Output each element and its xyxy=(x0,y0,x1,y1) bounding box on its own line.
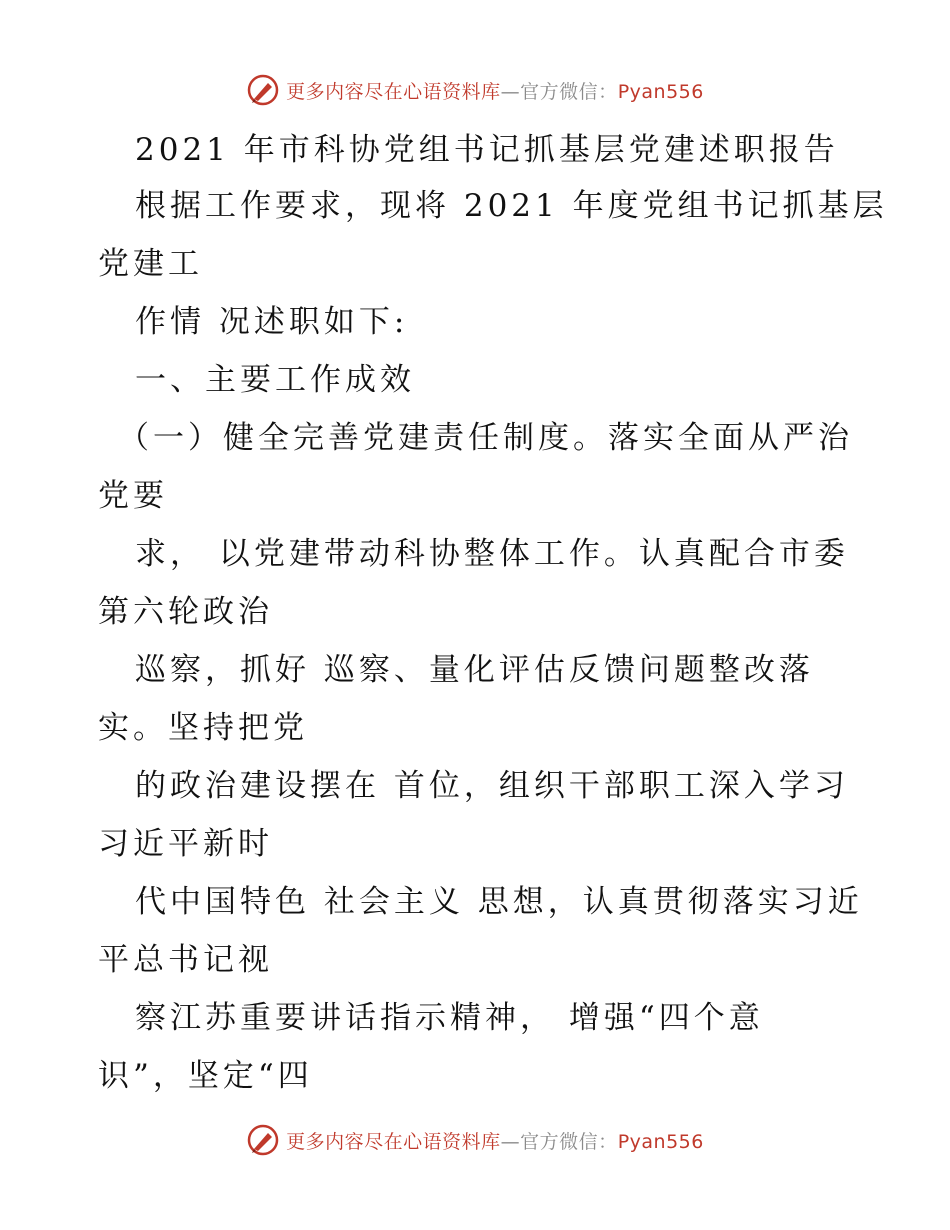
document-line: 识”，坚定“四 xyxy=(98,1058,313,1094)
watermark-text xyxy=(286,1127,704,1154)
document-line: 实。坚持把党 xyxy=(98,710,308,746)
watermark-footer xyxy=(0,1120,950,1160)
watermark-main-text: 更多内容尽在心语资料库 xyxy=(286,80,501,103)
watermark-wechat-id: Pyan556 xyxy=(617,80,704,103)
section-heading: 一、主要工作成效 xyxy=(135,362,415,398)
document-line: 代中国特色 社会主义 思想，认真贯彻落实习近 xyxy=(135,884,863,920)
watermark-wechat-id: Pyan556 xyxy=(617,1130,704,1153)
document-line: 党建工 xyxy=(98,246,203,282)
document-line: 求， 以党建带动科协整体工作。认真配合市委 xyxy=(135,536,849,572)
document-line: 根据工作要求，现将 2021 年度党组书记抓基层 xyxy=(135,188,888,224)
watermark-official-label: 官方微信： xyxy=(520,1130,618,1153)
watermark-separator: — xyxy=(500,80,521,103)
document-line: 察江苏重要讲话指示精神， 增强“四个意 xyxy=(135,1000,764,1036)
document-line: 的政治建设摆在 首位，组织干部职工深入学习 xyxy=(135,768,849,804)
document-line: 党要 xyxy=(98,478,168,514)
watermark-official-label: 官方微信： xyxy=(520,80,618,103)
watermark-separator: — xyxy=(500,1130,521,1153)
watermark-main-text: 更多内容尽在心语资料库 xyxy=(286,1130,501,1153)
watermark-text xyxy=(286,77,704,104)
document-line: 平总书记视 xyxy=(98,942,273,978)
pen-logo-icon xyxy=(246,73,280,107)
document-line: 第六轮政治 xyxy=(98,594,273,630)
document-title: 2021 年市科协党组书记抓基层党建述职报告 xyxy=(135,132,839,168)
document-line: 巡察，抓好 巡察、量化评估反馈问题整改落 xyxy=(135,652,814,688)
document-line: （一）健全完善党建责任制度。落实全面从严治 xyxy=(118,420,853,456)
document-line: 作情 况述职如下: xyxy=(135,304,409,340)
document-line: 习近平新时 xyxy=(98,826,273,862)
watermark-header xyxy=(0,70,950,110)
pen-logo-icon xyxy=(246,1123,280,1157)
